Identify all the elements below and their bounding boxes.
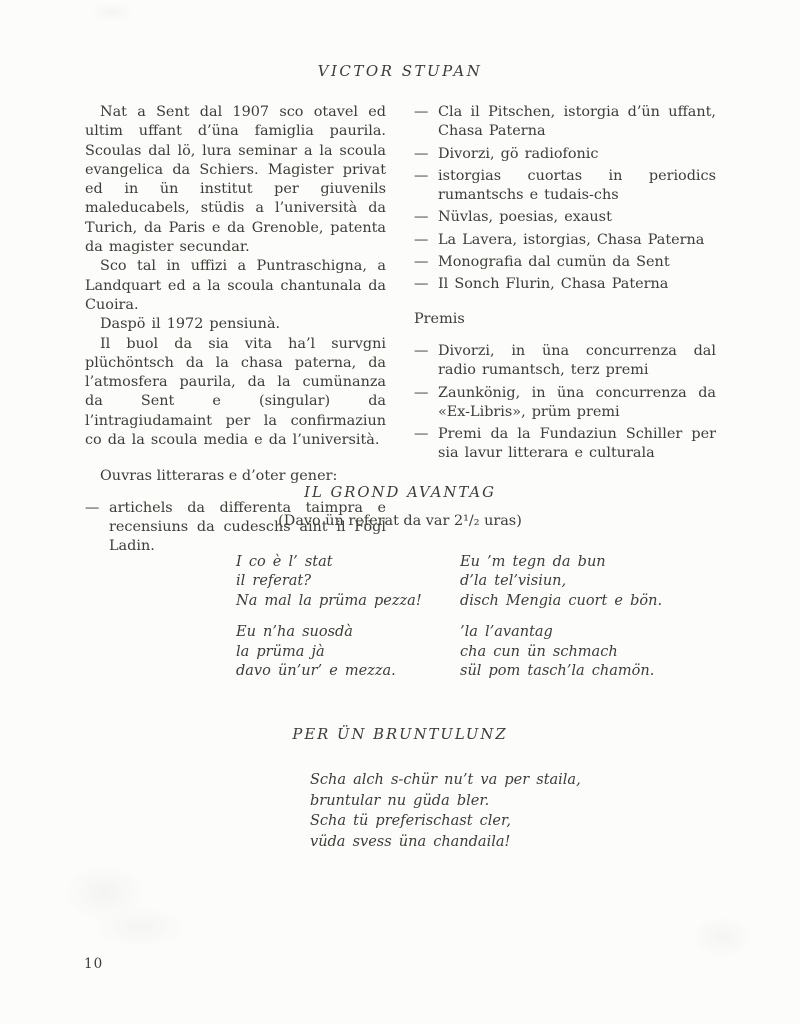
poem-line: ’la l’avantag [460, 624, 553, 641]
list-item [414, 384, 716, 423]
section-title-avantag: IL GROND AVANTAG [304, 484, 496, 501]
stanza [236, 553, 422, 611]
poem-line: sül pom tasch’la chamön. [460, 663, 655, 680]
poem-line: cha cun ün schmach [460, 643, 618, 660]
list-item-text: Nüvlas, poesias, exaust [438, 209, 612, 226]
section-title-bruntulunz: PER ÜN BRUNTULUNZ [292, 726, 508, 743]
bio-paragraph: Nat a Sent dal 1907 sco otavel ed ultim uffant d’üna famiglia paurila. Scoulas dal lö, lura seminar a la scoula evangelica da Schiers. Magister privat ed in ün institut per giuvenils maleducabels, stüdis a l’università da Turich, da Paris e da Grenoble, patenta da magister secundar. [85, 104, 386, 256]
list-item-text: artichels da differenta taimpra e recensiuns da cudeschs aint il Fögl Ladin. [109, 499, 386, 555]
list-item-text: Il Sonch Flurin, Chasa Paterna [438, 276, 669, 293]
works-section-heading: Ouvras litteraras e d’oter gener: [100, 468, 338, 485]
poem-line: Scha alch s-chür nu’t va per staila, [310, 772, 581, 788]
dash-marker: — [414, 342, 429, 359]
poem-line: davo ün’ur’ e mezza. [236, 663, 396, 680]
stanza [460, 553, 662, 611]
list-item [414, 342, 716, 381]
list-item [414, 231, 716, 250]
dash-marker: — [414, 231, 429, 248]
stanza [460, 623, 662, 681]
poem-bruntulunz [310, 770, 581, 852]
poem-avantag-right [460, 553, 662, 681]
poem-line: Eu ’m tegn da bun [460, 554, 606, 570]
dash-marker: — [414, 209, 429, 226]
dash-marker: — [414, 276, 429, 293]
list-item-text: Premi da la Fundaziun Schiller per sia lavur litterara e culturala [438, 426, 716, 462]
poem-avantag-left [236, 553, 422, 681]
dash-marker: — [85, 499, 100, 516]
works-column [414, 103, 716, 467]
list-item [414, 103, 716, 142]
dash-marker: — [414, 104, 429, 120]
poem-line: disch Mengia cuort e bön. [460, 592, 663, 609]
list-item-text: Monografia dal cumün da Sent [438, 254, 670, 271]
list-item [414, 145, 716, 164]
poem-line: Scha tü preferischast cler, [310, 813, 511, 829]
list-item-text: Divorzi, in üna concurrenza dal radio rumantsch, terz premi [438, 342, 716, 379]
section-subtitle-avantag: (Davo ün referat da var 2¹/₂ uras) [278, 513, 522, 529]
poem-line: I co è l’ stat [236, 554, 333, 570]
dash-marker: — [414, 145, 429, 162]
premis-section-heading: Premis [414, 310, 465, 327]
list-item [414, 167, 716, 206]
list-item [414, 208, 716, 227]
list-item-text: La Lavera, istorgias, Chasa Paterna [438, 231, 705, 248]
page-number: 10 [84, 956, 104, 972]
stanza [236, 623, 422, 681]
poem-line: d’la tel’visiun, [460, 573, 567, 590]
dash-marker: — [414, 167, 429, 184]
poem-line: il referat? [236, 573, 312, 590]
list-item-text: istorgias cuortas in periodics rumantschs e tudais-chs [438, 167, 716, 204]
list-item [414, 253, 716, 272]
poem-line: Na mal la prüma pezza! [236, 592, 422, 609]
dash-marker: — [414, 426, 429, 443]
bio-paragraph: Sco tal in uffizi a Puntraschigna, a Landquart ed a la scoula chantunala da Cuoira. [85, 258, 386, 313]
list-item-text: Zaunkönig, in üna concurrenza da «Ex-Libris», prüm premi [438, 384, 716, 420]
list-item-text: Divorzi, gö radiofonic [438, 145, 599, 162]
dash-marker: — [414, 384, 429, 401]
list-item [414, 275, 716, 294]
poem-line: la prüma jà [236, 643, 325, 660]
bio-paragraph: Daspö il 1972 pensiunà. [100, 316, 281, 333]
poem-line: bruntular nu güda bler. [310, 792, 490, 809]
poem-line: Eu n’ha suosdà [236, 624, 353, 641]
list-item [414, 425, 716, 464]
dash-marker: — [414, 254, 429, 271]
poem-line: vüda svess üna chandaila! [310, 833, 511, 850]
page-title: VICTOR STUPAN [317, 62, 483, 80]
bio-paragraph: Il buol da sia vita ha’l survgni plüchöntsch da la chasa paterna, da l’atmosfera paurila, da la cumünanza da Sent e (singular) da l’intragiudamaint per la confirmaziun co da la scoula media e da l’università. [85, 335, 386, 449]
stanza [310, 770, 581, 852]
list-item-text: Cla il Pitschen, istorgia d’ün uffant, Chasa Paterna [438, 104, 716, 140]
